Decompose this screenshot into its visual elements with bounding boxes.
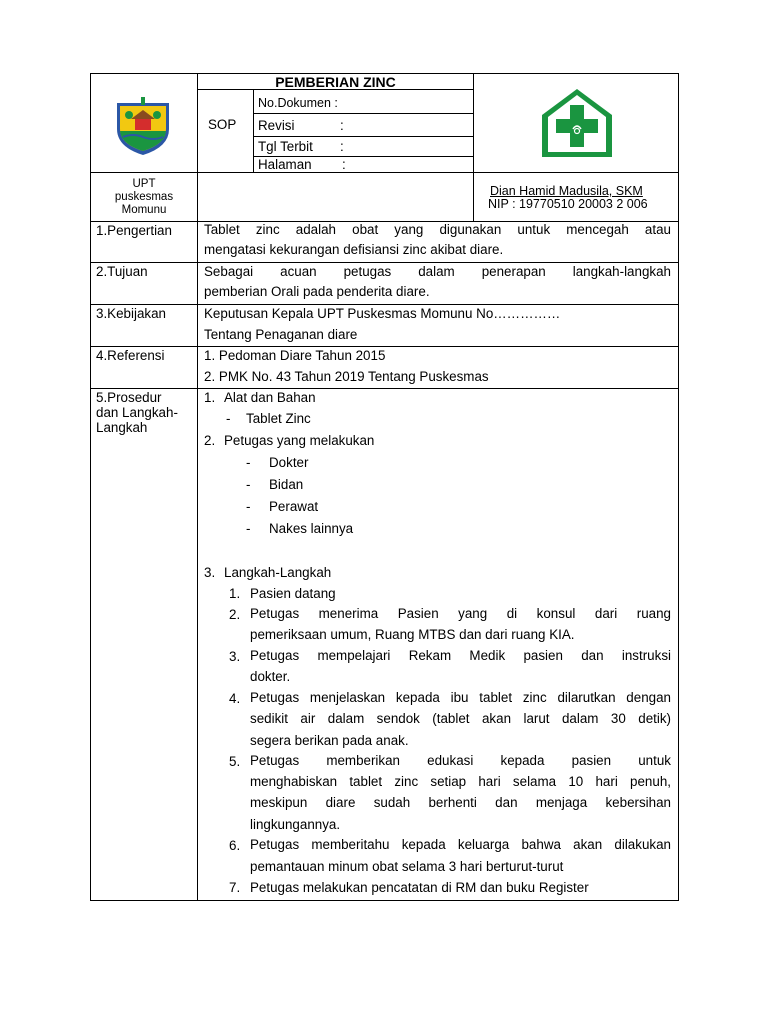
step-4-line-2: sedikit air dalam sendok (tablet akan larut dalam 30 detik) — [250, 711, 671, 726]
step-6-number: 6. — [229, 838, 241, 853]
meta-halaman-value: : — [342, 157, 346, 172]
regency-seal-logo — [111, 93, 175, 157]
petugas-item-nakes: Nakes lainnya — [269, 521, 354, 536]
meta-revisi-value: : — [340, 118, 344, 133]
table-border-right — [678, 73, 679, 901]
step-5-line-3: meskipun diare sudah berhenti dan menjaga kebersihan — [250, 795, 671, 810]
petugas-item-bidan: Bidan — [269, 477, 304, 492]
step-2-line-1: Petugas menerima Pasien yang di konsul dari ruang — [250, 606, 671, 621]
document-title: PEMBERIAN ZINC — [275, 74, 396, 90]
petugas-dash-1: - — [246, 455, 251, 470]
step-4-line-3: segera berikan pada anak. — [250, 733, 409, 748]
tujuan-line-2: pemberian Orali pada penderita diare. — [204, 284, 430, 299]
unit-label-line-1: UPT — [132, 178, 156, 190]
petugas-item-perawat: Perawat — [269, 499, 319, 514]
prosedur-label-line-3: Langkah — [96, 420, 148, 435]
meta-divider — [253, 89, 254, 173]
step-2-line-2: pemeriksaan umum, Ruang MTBS dan dari ruang KIA. — [250, 627, 575, 642]
petugas-number: 2. — [204, 433, 216, 448]
row-line-referensi — [90, 388, 679, 389]
step-4-line-1: Petugas menjelaskan kepada ibu tablet zinc dilarutkan dengan — [250, 690, 671, 705]
referensi-line-1: 1. Pedoman Diare Tahun 2015 — [204, 348, 386, 363]
step-7-number: 7. — [229, 880, 241, 895]
alat-number: 1. — [204, 390, 216, 405]
pengertian-label: 1.Pengertian — [96, 223, 172, 238]
meta-halaman-label: Halaman — [258, 157, 312, 172]
prosedur-label-line-1: 5.Prosedur — [96, 390, 162, 405]
petugas-dash-2: - — [246, 477, 251, 492]
meta-tglterbit-value: : — [340, 139, 344, 154]
column-divider — [197, 73, 198, 901]
petugas-dash-3: - — [246, 499, 251, 514]
signer-nip: NIP : 19770510 20003 2 006 — [488, 197, 648, 211]
step-5-number: 5. — [229, 754, 241, 769]
unit-label-line-3: Momunu — [121, 204, 167, 216]
tujuan-line-1: Sebagai acuan petugas dalam penerapan langkah-langkah — [204, 264, 671, 279]
kebijakan-line-1: Keputusan Kepala UPT Puskesmas Momunu No…………… — [204, 306, 561, 321]
petugas-title: Petugas yang melakukan — [224, 433, 375, 448]
sop-label: SOP — [208, 117, 237, 132]
referensi-label: 4.Referensi — [96, 348, 165, 363]
langkah-title: Langkah-Langkah — [224, 565, 332, 580]
step-5-line-2: menghabiskan tablet zinc setiap hari selama 10 hari penuh, — [250, 774, 671, 789]
puskesmas-cross-logo — [540, 87, 614, 159]
step-7-line-1: Petugas melakukan pencatatan di RM dan buku Register — [250, 880, 589, 895]
alat-item-tablet-zinc: Tablet Zinc — [246, 411, 311, 426]
meta-nodokumen-label: No.Dokumen : — [258, 96, 338, 110]
table-border-bottom — [90, 900, 679, 901]
step-4-number: 4. — [229, 691, 241, 706]
referensi-line-2: 2. PMK No. 43 Tahun 2019 Tentang Puskesmas — [204, 369, 489, 384]
meta-row-line-2 — [253, 136, 474, 137]
step-1-line-1: Pasien datang — [250, 586, 336, 601]
petugas-item-dokter: Dokter — [269, 455, 309, 470]
meta-row-line-1 — [253, 113, 474, 114]
row-line-kebijakan — [90, 346, 679, 347]
step-5-line-1: Petugas memberikan edukasi kepada pasien untuk — [250, 753, 671, 768]
pengertian-line-1: Tablet zinc adalah obat yang digunakan untuk mencegah atau — [204, 222, 671, 237]
row-line-tujuan — [90, 304, 679, 305]
step-3-line-1: Petugas mempelajari Rekam Medik pasien dan instruksi — [250, 648, 671, 663]
alat-dash: - — [226, 411, 231, 426]
meta-tglterbit-label: Tgl Terbit — [258, 139, 313, 154]
step-3-number: 3. — [229, 649, 241, 664]
petugas-dash-4: - — [246, 521, 251, 536]
step-6-line-2: pemantauan minum obat selama 3 hari berturut-turut — [250, 859, 564, 874]
tujuan-label: 2.Tujuan — [96, 264, 148, 279]
pengertian-line-2: mengatasi kekurangan defisiansi zinc akibat diare. — [204, 242, 504, 257]
unit-label-line-2: puskesmas — [114, 191, 174, 203]
signer-name: Dian Hamid Madusila, SKM — [490, 184, 643, 198]
header-right-divider — [473, 73, 474, 221]
step-6-line-1: Petugas memberitahu kepada keluarga bahwa akan dilakukan — [250, 837, 671, 852]
header-row-line — [90, 172, 679, 173]
kebijakan-line-2: Tentang Penaganan diare — [204, 327, 358, 342]
step-5-line-4: lingkungannya. — [250, 817, 341, 832]
step-2-number: 2. — [229, 607, 241, 622]
table-border-left — [90, 73, 91, 901]
step-3-line-2: dokter. — [250, 669, 291, 684]
step-1-number: 1. — [229, 586, 241, 601]
meta-revisi-label: Revisi — [258, 118, 295, 133]
prosedur-label-line-2: dan Langkah- — [96, 405, 178, 420]
langkah-number: 3. — [204, 565, 216, 580]
alat-title: Alat dan Bahan — [224, 390, 316, 405]
kebijakan-label: 3.Kebijakan — [96, 306, 166, 321]
